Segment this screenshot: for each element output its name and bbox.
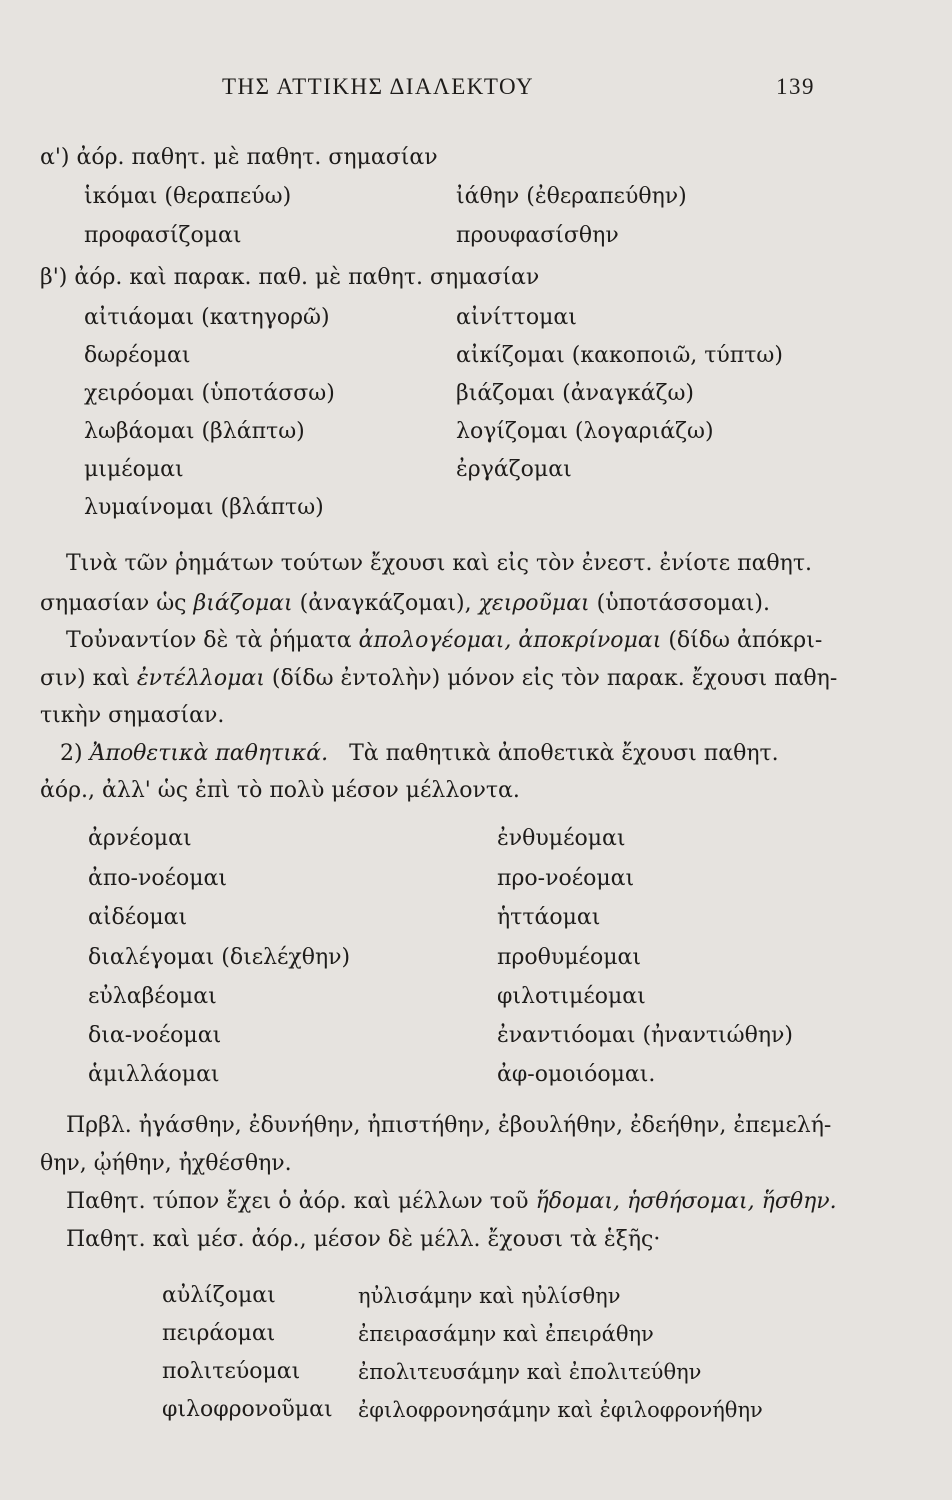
section-b-left-3: χειρόομαι (ὑποτάσσω) [84,381,335,406]
list2-right-7: ἀφ-ομοιόομαι. [497,1062,656,1087]
section-a-heading: α') ἀόρ. παθητ. μὲ παθητ. σημασίαν [40,145,438,170]
para1-line-3: Τοὐναντίον δὲ τὰ ῥήματα ἀπολογέομαι, ἀποκρίνομαι (δίδω ἀπόκρι- [66,628,823,653]
para1-line-2: σημασίαν ὡς βιάζομαι (ἀναγκάζομαι), χειροῦμαι (ὑποτάσσομαι). [40,591,771,616]
section-a-right-2: προυφασίσθην [456,223,619,248]
section-2-text: ἀόρ., ἀλλ' ὡς ἐπὶ τὸ πολὺ μέσον μέλλοντα. [40,778,520,803]
section-b-right-4: λογίζομαι (λογαριάζω) [456,419,714,444]
running-head: ΤΗΣ ΑΤΤΙΚΗΣ ΔΙΑΛΕΚΤΟΥ [222,74,535,99]
section-b-right-1: αἰνίττομαι [456,305,577,330]
list2-left-3: αἰδέομαι [88,905,188,930]
table3-forms-3: ἐπολιτευσάμην καὶ ἐπολιτεύθην [358,1360,702,1384]
list2-left-2: ἀπο-νοέομαι [88,866,228,891]
section-b-left-5: μιμέομαι [84,457,184,482]
para1-line-5: τικὴν σημασίαν. [40,703,225,728]
list2-right-4: προθυμέομαι [497,945,641,970]
list2-right-3: ἡττάομαι [497,905,601,930]
list2-left-4: διαλέγομαι (διελέχθην) [88,945,351,970]
section-a-left-1: ἱκόμαι (θεραπεύω) [84,184,292,209]
para4: Παθητ. καὶ μέσ. ἀόρ., μέσον δὲ μέλλ. ἔχουσι τὰ ἑξῆς· [66,1227,661,1252]
list2-right-2: προ-νοέομαι [497,866,635,891]
section-a-left-2: προφασίζομαι [84,223,242,248]
table3-verb-4: φιλοφρονοῦμαι [162,1397,333,1422]
list2-left-5: εὐλαβέομαι [88,984,217,1009]
section-b-right-3: βιάζομαι (ἀναγκάζω) [456,381,695,406]
section-b-right-5: ἐργάζομαι [456,457,572,482]
section-b-left-6: λυμαίνομαι (βλάπτω) [84,495,324,520]
section-b-left-1: αἰτιάομαι (κατηγορῶ) [84,305,330,330]
list2-right-1: ἐνθυμέομαι [497,826,626,851]
table3-forms-2: ἐπειρασάμην καὶ ἐπειράθην [358,1322,654,1346]
section-b-right-2: αἰκίζομαι (κακοποιῶ, τύπτω) [456,343,783,368]
list2-right-5: φιλοτιμέομαι [497,984,646,1009]
table3-verb-3: πολιτεύομαι [162,1359,301,1384]
table3-forms-1: ηὐλισάμην καὶ ηὐλίσθην [358,1284,621,1308]
list2-left-6: δια-νοέομαι [88,1023,222,1048]
table3-forms-4: ἐφιλοφρονησάμην καὶ ἐφιλοφρονήθην [358,1398,763,1422]
para2-line-1: Πρβλ. ἠγάσθην, ἐδυνήθην, ἠπιστήθην, ἐβουλήθην, ἐδεήθην, ἐπεμελή- [66,1113,832,1138]
para2-line-2: θην, ᾠήθην, ἠχθέσθην. [40,1151,292,1176]
table3-verb-1: αὐλίζομαι [162,1283,276,1308]
section-b-left-4: λωβάομαι (βλάπτω) [84,419,305,444]
list2-right-6: ἐναντιόομαι (ἠναντιώθην) [497,1023,793,1048]
para1-line-4: σιν) καὶ ἐντέλλομαι (δίδω ἐντολὴν) μόνον εἰς τὸν παρακ. ἔχουσι παθη- [40,666,838,691]
section-a-right-1: ἰάθην (ἐθεραπεύθην) [456,184,687,209]
section-b-left-2: δωρέομαι [84,343,191,368]
list2-left-1: ἀρνέομαι [88,826,192,851]
section-b-heading: β') ἀόρ. καὶ παρακ. παθ. μὲ παθητ. σημασίαν [40,265,540,290]
section-2-heading: 2) Ἀποθετικὰ παθητικά. Τὰ παθητικὰ ἀποθετικὰ ἔχουσι παθητ. [60,741,779,766]
para3: Παθητ. τύπον ἔχει ὁ ἀόρ. καὶ μέλλων τοῦ ἥδομαι, ἡσθήσομαι, ἥσθην. [66,1189,837,1214]
page-number: 139 [776,74,815,99]
table3-verb-2: πειράομαι [162,1321,276,1346]
para1-line-1: Τινὰ τῶν ῥημάτων τούτων ἔχουσι καὶ εἰς τὸν ἐνεστ. ἐνίοτε παθητ. [66,551,813,576]
list2-left-7: ἁμιλλάομαι [88,1062,220,1087]
